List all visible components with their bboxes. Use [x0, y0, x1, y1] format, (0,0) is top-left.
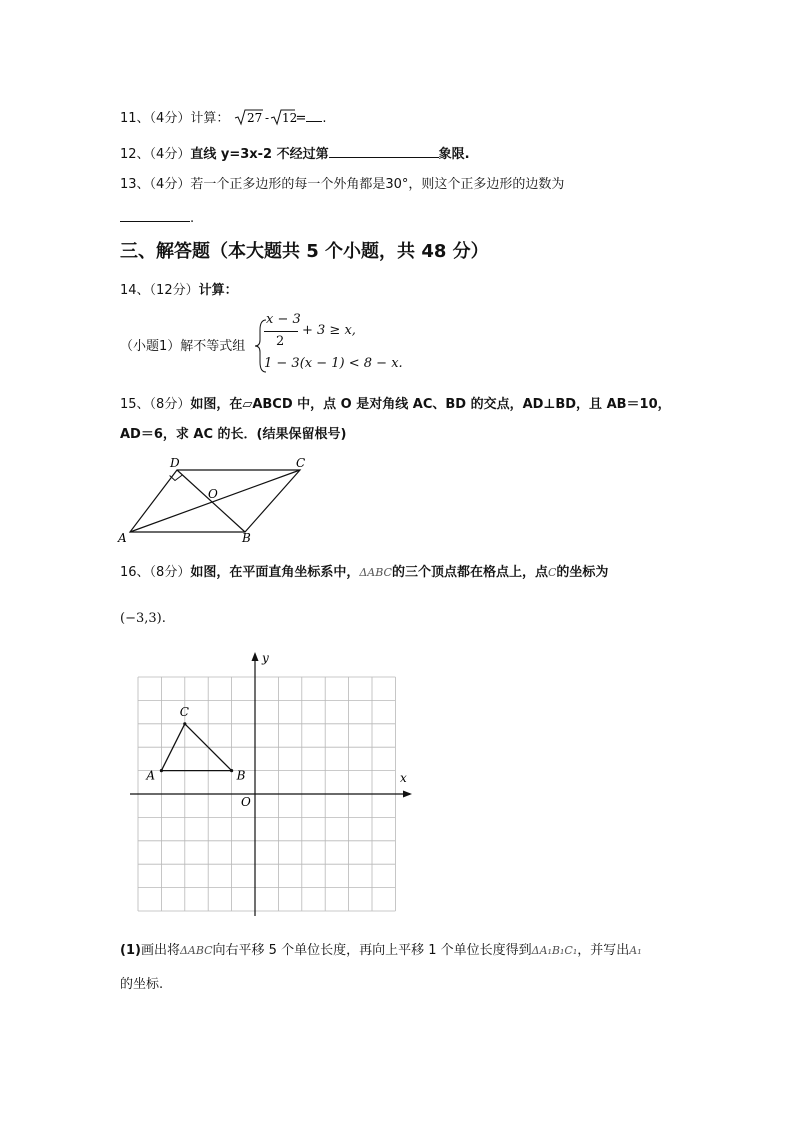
question-15-line2 — [120, 426, 346, 444]
q16-1-point: A₁ — [629, 944, 642, 957]
q15-number: 15、（8分） — [120, 397, 191, 412]
question-15-line1 — [120, 396, 671, 414]
sqrt-27-value: 27 — [247, 111, 263, 125]
question-16-part1 — [120, 942, 642, 960]
diagonal-bd — [177, 470, 245, 532]
question-12 — [120, 144, 470, 164]
label-c: C — [179, 704, 189, 719]
q12-answer-blank[interactable] — [329, 144, 439, 158]
coordinate-grid-figure — [120, 646, 420, 922]
q16-text-c: 的坐标为 — [556, 565, 609, 580]
label-o: O — [208, 487, 218, 501]
q12-number: 12、（4分） — [120, 147, 191, 162]
vertex-a — [160, 769, 163, 772]
q16-coordinate: (−3,3). — [120, 611, 166, 626]
q14-sub-label — [120, 338, 245, 356]
q15-line1: 如图，在▱ABCD 中，点 O 是对角线 AC、BD 的交点，AD⊥BD，且 AB＝10， — [190, 397, 671, 412]
q11-radicals — [233, 108, 298, 126]
origin-label: O — [241, 795, 251, 809]
diagonal-ac — [130, 470, 300, 532]
parallelogram-figure — [110, 452, 320, 544]
q11-minus: - — [265, 111, 270, 125]
q11-equals: = — [295, 111, 307, 126]
ineq1-fraction-bar — [264, 331, 298, 332]
ineq1-numerator: x − 3 — [266, 312, 301, 327]
q11-tail: . — [322, 111, 327, 126]
q16-number: 16、（8分） — [120, 565, 191, 580]
x-axis-label: x — [400, 771, 407, 785]
vertex-c — [183, 722, 186, 725]
label-d: D — [170, 456, 180, 470]
q13-tail: . — [190, 211, 195, 226]
q12-text: 直线 y=3x-2 不经过第 — [190, 147, 329, 162]
right-angle-mark — [170, 475, 183, 481]
q16-triangle: ΔABC — [359, 566, 392, 579]
label-b: B — [236, 768, 246, 783]
ineq1-rest: + 3 ≥ x, — [302, 323, 356, 338]
q16-1-text-d: 的坐标. — [120, 977, 164, 992]
label-a: A — [118, 531, 127, 545]
q13-text: 若一个正多边形的每一个外角都是30°，则这个正多边形的边数为 — [190, 177, 565, 192]
q16-1-text-b: 向右平移 5 个单位长度，再向上平移 1 个单位长度得到 — [212, 943, 532, 958]
q16-1-text-c: ，并写出 — [577, 943, 630, 958]
section-title: 三、解答题（本大题共 5 个小题，共 48 分） — [120, 241, 489, 262]
q16-text-a: 如图，在平面直角坐标系中， — [190, 565, 360, 580]
ineq2: 1 − 3(x − 1) < 8 − x. — [264, 356, 403, 371]
question-16 — [120, 564, 608, 582]
vertex-b — [230, 769, 233, 772]
label-c: C — [296, 456, 306, 470]
q14-text: 计算： — [198, 283, 238, 298]
question-13-blank-line — [120, 208, 194, 228]
q13-number: 13、（4分） — [120, 177, 191, 192]
question-11 — [120, 108, 327, 128]
label-b: B — [242, 531, 251, 545]
y-axis-arrow — [252, 652, 259, 661]
q11-number: 11、（4分） — [120, 111, 191, 126]
question-13 — [120, 176, 564, 194]
label-a: A — [146, 768, 156, 783]
q12-tail: 象限. — [438, 147, 470, 162]
q16-1-tri2: ΔA₁B₁C₁ — [531, 944, 578, 957]
question-16-part1-line2 — [120, 976, 163, 994]
ineq1-denominator: 2 — [276, 334, 285, 349]
q16-1-tri1: ΔABC — [179, 944, 213, 957]
question-14 — [120, 282, 238, 300]
q11-lead: 计算： — [190, 111, 230, 126]
q16-1-mark: (1) — [120, 943, 141, 958]
q15-line2: AD＝6，求 AC 的长．(结果保留根号) — [120, 427, 347, 442]
q14-sub-label-text: （小题1）解不等式组 — [120, 339, 246, 354]
x-axis-arrow — [403, 791, 412, 798]
sqrt-12-value: 12 — [282, 111, 298, 125]
q11-answer-blank[interactable] — [306, 108, 322, 122]
q16-text-b: 的三个顶点都在格点上，点 — [391, 565, 548, 580]
q13-answer-blank[interactable] — [120, 208, 190, 222]
q14-number: 14、（12分） — [120, 283, 199, 298]
q16-1-text-a: 画出将 — [140, 943, 180, 958]
q16-point-c: C — [547, 566, 557, 579]
y-axis-label: y — [262, 651, 269, 665]
